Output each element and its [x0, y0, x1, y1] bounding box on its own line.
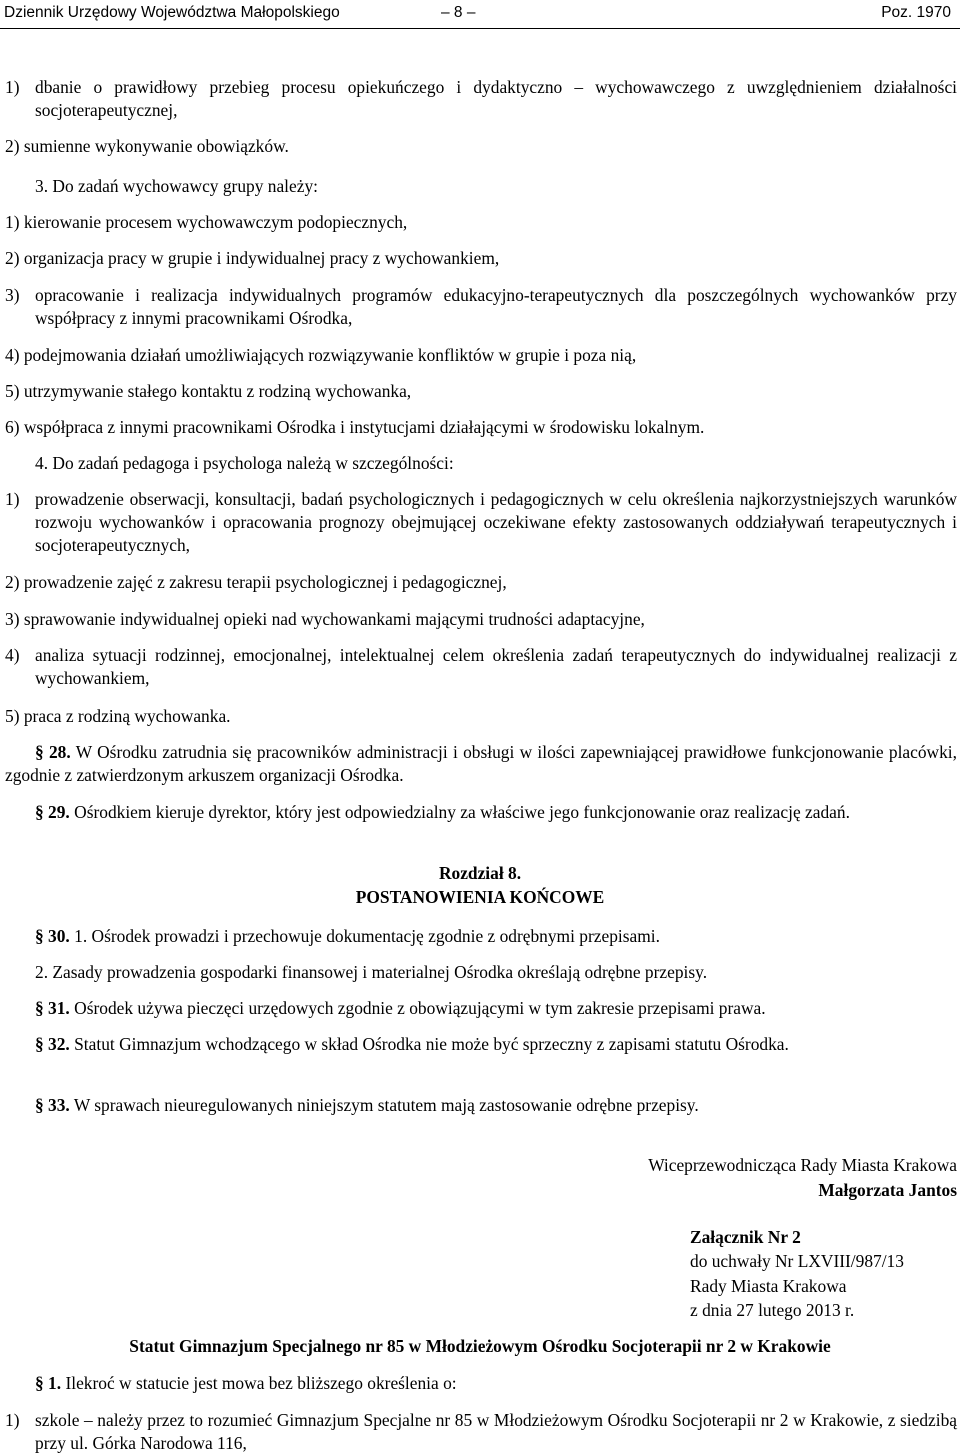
attachment-line: Rady Miasta Krakowa	[690, 1276, 847, 1296]
statute-title: Statut Gimnazjum Specjalnego nr 85 w Młodzieżowym Ośrodku Socjoterapii nr 2 w Krakowie	[129, 1336, 831, 1356]
list-item: 5) praca z rodziną wychowanka.	[5, 706, 231, 726]
paragraph-33	[5, 1094, 955, 1117]
list-item: 2) prowadzenie zajęć z zakresu terapii psychologicznej i pedagogicznej,	[5, 572, 507, 592]
paragraph-label: § 32.	[35, 1034, 70, 1054]
list-item: 1) prowadzenie obserwacji, konsultacji, badań psychologicznych i pedagogicznych w celu określenia najkorzystniejszych warunków rozwoju wychowanków i opracowania prognozy obejmującej oczekiwane efekty zastosowanych oddziaływań terapeutycznych i socjoterapeutycznych,	[5, 489, 957, 555]
paragraph-label: § 30.	[35, 926, 70, 946]
paragraph-label: § 1.	[35, 1373, 62, 1393]
signature-name: Małgorzata Jantos	[818, 1180, 957, 1200]
paragraph-text: Ośrodkiem kieruje dyrektor, który jest odpowiedzialny za właściwe jego funkcjonowanie oraz realizację zadań.	[74, 802, 850, 822]
section-intro: 3. Do zadań wychowawcy grupy należy:	[35, 176, 318, 196]
paragraph-text: 2. Zasady prowadzenia gospodarki finansowej i materialnej Ośrodka określają odrębne przepisy.	[35, 962, 708, 982]
paragraph-1	[5, 1372, 955, 1395]
header-divider	[0, 28, 960, 29]
paragraph-32	[5, 1033, 957, 1056]
item-text: dbanie o prawidłowy przebieg procesu opiekuńczego i dydaktyczno – wychowawczego z uwzględnieniem działalności socjoterapeutycznej,	[35, 77, 957, 120]
attachment-title: Załącznik Nr 2	[690, 1227, 801, 1247]
section-intro: 4. Do zadań pedagoga i psychologa należą w szczególności:	[35, 453, 454, 473]
paragraph-text: Statut Gimnazjum wchodzącego w skład Ośrodka nie może być sprzeczny z zapisami statutu Ośrodka.	[74, 1034, 789, 1054]
paragraph-label: § 33.	[35, 1095, 70, 1115]
paragraph-label: § 31.	[35, 998, 70, 1018]
signature-role: Wiceprzewodnicząca Rady Miasta Krakowa	[648, 1155, 957, 1175]
list-item: 3) opracowanie i realizacja indywidualnych programów edukacyjno-terapeutycznych dla poszczególnych wychowanków przy współpracy z innymi pracownikami Ośrodka,	[5, 285, 957, 328]
list-item: 2) organizacja pracy w grupie i indywidualnej pracy z wychowankiem,	[5, 248, 500, 268]
list-item: 1) kierowanie procesem wychowawczym podopiecznych,	[5, 212, 408, 232]
item-text: sumienne wykonywanie obowiązków.	[23, 136, 289, 156]
item-number: 1)	[5, 77, 20, 97]
paragraph-29	[5, 801, 957, 824]
paragraph-28	[5, 741, 957, 787]
chapter-subtitle: POSTANOWIENIA KOŃCOWE	[355, 887, 605, 907]
paragraph-label: § 28.	[35, 742, 71, 762]
page-number: – 8 –	[441, 4, 476, 21]
paragraph-label: § 29.	[35, 802, 70, 822]
list-item	[5, 76, 957, 122]
paragraph-text: 1. Ośrodek prowadzi i przechowuje dokumentację zgodnie z odrębnymi przepisami.	[74, 926, 660, 946]
paragraph-30-2	[5, 961, 955, 984]
list-item: 6) współpraca z innymi pracownikami Ośrodka i instytucjami działającymi w środowisku lokalnym.	[5, 417, 705, 437]
page-header	[0, 0, 960, 26]
list-item: 4) analiza sytuacji rodzinnej, emocjonalnej, intelektualnej celem określenia zadań terapeutycznych do indywidualnej realizacji z wychowankiem,	[5, 645, 957, 688]
item-number: 2)	[5, 136, 20, 156]
list-item: 5) utrzymywanie stałego kontaktu z rodziną wychowanka,	[5, 381, 412, 401]
journal-name: Dziennik Urzędowy Województwa Małopolskiego	[4, 4, 340, 21]
list-item: 3) sprawowanie indywidualnej opieki nad wychowankami mającymi trudności adaptacyjne,	[5, 609, 645, 629]
list-item	[5, 135, 955, 158]
paragraph-text: Ośrodek używa pieczęci urzędowych zgodnie z obowiązującymi w tym zakresie przepisami prawa.	[74, 998, 766, 1018]
paragraph-31	[5, 997, 955, 1020]
paragraph-text: Ilekroć w statucie jest mowa bez bliższego określenia o:	[65, 1373, 457, 1393]
chapter-title: Rozdział 8.	[438, 863, 522, 883]
list-item: 1) szkole – należy przez to rozumieć Gimnazjum Specjalne nr 85 w Młodzieżowym Ośrodku Socjoterapii nr 2 w Krakowie, z siedzibą przy ul. Górka Narodowa 116,	[5, 1410, 957, 1453]
list-item: 4) podejmowania działań umożliwiających rozwiązywanie konfliktów w grupie i poza nią,	[5, 345, 637, 365]
attachment-line: z dnia 27 lutego 2013 r.	[690, 1300, 855, 1320]
paragraph-text: W Ośrodku zatrudnia się pracowników administracji i obsługi w ilości zapewniającej prawidłowe funkcjonowanie placówki, zgodnie z zatwierdzonym arkuszem organizacji Ośrodka.	[5, 742, 957, 785]
position-number: Poz. 1970	[881, 4, 951, 21]
paragraph-30	[5, 925, 955, 948]
paragraph-text: W sprawach nieuregulowanych niniejszym statutem mają zastosowanie odrębne przepisy.	[73, 1095, 699, 1115]
attachment-line: do uchwały Nr LXVIII/987/13	[690, 1251, 904, 1271]
